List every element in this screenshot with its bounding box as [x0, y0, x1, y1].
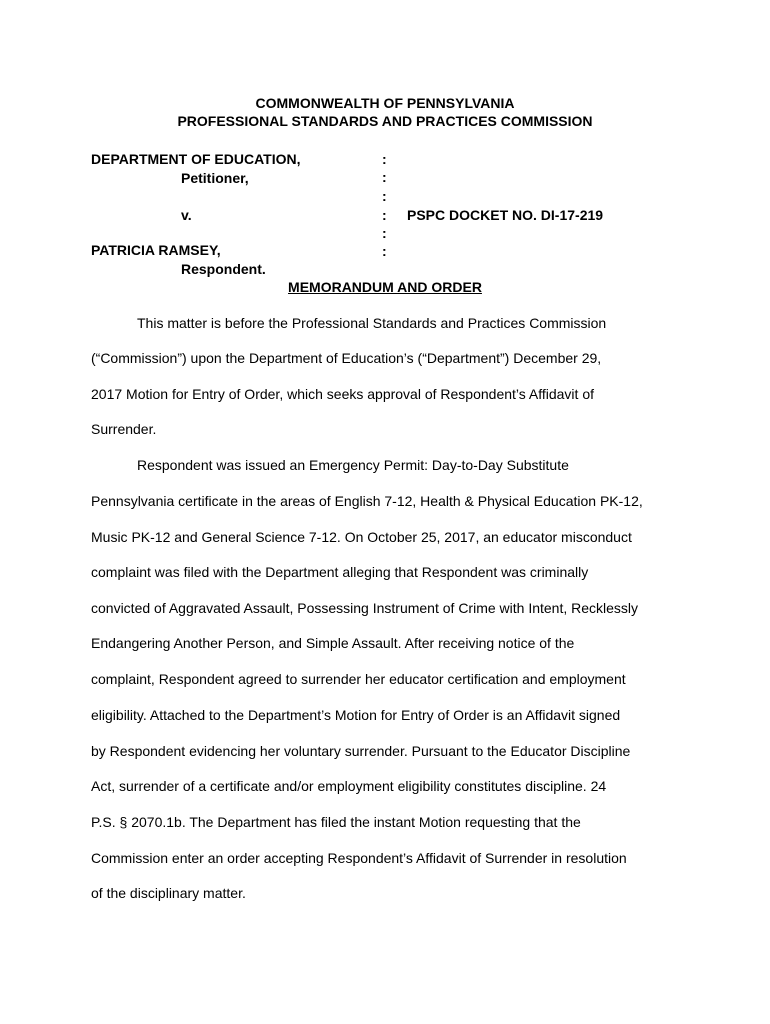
paragraph-line: Endangering Another Person, and Simple Assault. After receiving notice of the [91, 635, 575, 651]
paragraph-line: P.S. § 2070.1b. The Department has filed the instant Motion requesting that the [91, 814, 581, 830]
respondent-name: PATRICIA RAMSEY, [91, 242, 221, 258]
respondent-role: Respondent. [181, 261, 266, 277]
memorandum-title: MEMORANDUM AND ORDER [288, 279, 482, 295]
paragraph-line: (“Commission”) upon the Department of Education’s (“Department”) December 29, [91, 350, 602, 366]
petitioner-name: DEPARTMENT OF EDUCATION, [91, 151, 301, 167]
petitioner-role: Petitioner, [181, 170, 249, 186]
docket-number: PSPC DOCKET NO. DI-17-219 [407, 207, 604, 223]
paragraph-line: complaint, Respondent agreed to surrender her educator certification and employment [91, 671, 626, 687]
caption-colon: : [382, 169, 387, 185]
paragraph-line: Pennsylvania certificate in the areas of English 7-12, Health & Physical Education PK-12, [91, 493, 643, 509]
paragraph-line: Respondent was issued an Emergency Permit: Day-to-Day Substitute [137, 457, 569, 473]
paragraph-line: Act, surrender of a certificate and/or employment eligibility constitutes discipline. 24 [91, 778, 607, 794]
paragraph-line: This matter is before the Professional Standards and Practices Commission [137, 315, 607, 331]
paragraph-line: Commission enter an order accepting Respondent’s Affidavit of Surrender in resolution [91, 850, 627, 866]
commission-header-line-2: PROFESSIONAL STANDARDS AND PRACTICES COMMISSION [177, 113, 593, 129]
paragraph-line: of the disciplinary matter. [91, 885, 246, 901]
paragraph-line: Surrender. [91, 421, 157, 437]
paragraph-line: complaint was filed with the Department alleging that Respondent was criminally [91, 564, 589, 580]
caption-colon: : [382, 225, 387, 241]
caption-colon: : [382, 188, 387, 204]
paragraph-line: by Respondent evidencing her voluntary surrender. Pursuant to the Educator Discipline [91, 743, 631, 759]
versus-label: v. [181, 207, 192, 223]
caption-colon: : [382, 151, 387, 167]
paragraph-line: convicted of Aggravated Assault, Possessing Instrument of Crime with Intent, Recklessly [91, 600, 639, 616]
caption-colon: : [382, 243, 387, 259]
paragraph-line: eligibility. Attached to the Department’s Motion for Entry of Order is an Affidavit signed [91, 707, 621, 723]
caption-colon: : [382, 207, 387, 223]
paragraph-line: 2017 Motion for Entry of Order, which seeks approval of Respondent’s Affidavit of [91, 386, 594, 402]
paragraph-line: Music PK-12 and General Science 7-12. On October 25, 2017, an educator misconduct [91, 529, 632, 545]
commission-header-line-1: COMMONWEALTH OF PENNSYLVANIA [255, 95, 515, 111]
